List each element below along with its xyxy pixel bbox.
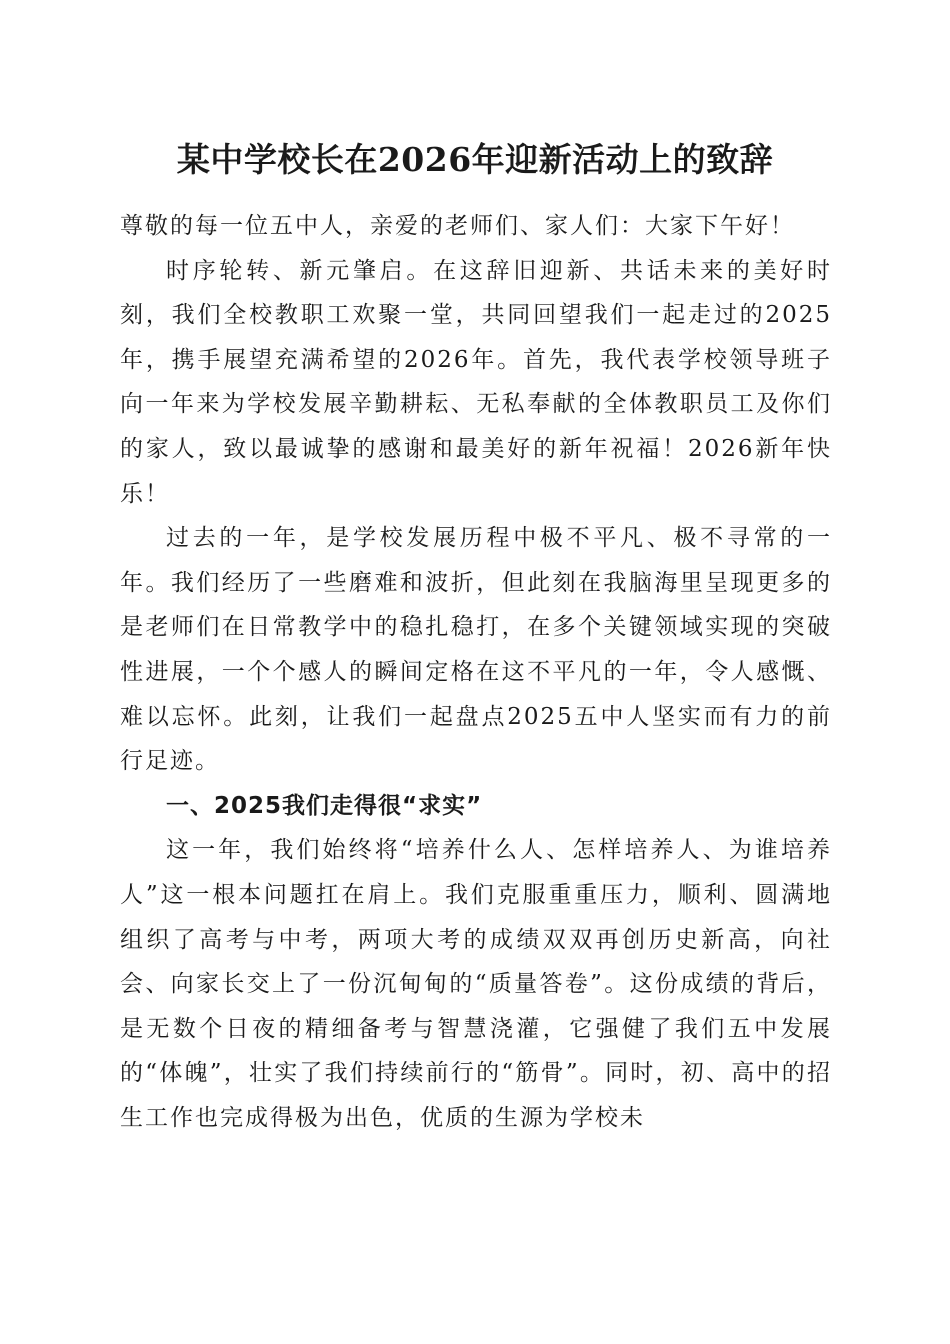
paragraph-section-1: 这一年，我们始终将“培养什么人、怎样培养人、为谁培养人”这一根本问题扛在肩上。我们克服重重压力，顺利、圆满地组织了高考与中考，两项大考的成绩双双再创历史新高，向社会、向家长交上了一份沉甸甸的“质量答卷”。这份成绩的背后，是无数个日夜的精细备考与智慧浇灌，它强健了我们五中发展的“体魄”，壮实了我们持续前行的“筋骨”。同时，初、高中的招生工作也完成得极为出色，优质的生源为学校未	[120, 837, 832, 1131]
document-title: 某中学校长在2026年迎新活动上的致辞	[176, 140, 774, 179]
paragraph-review: 过去的一年，是学校发展历程中极不平凡、极不寻常的一年。我们经历了一些磨难和波折，但此刻在我脑海里呈现更多的是老师们在日常教学中的稳扎稳打，在多个关键领域实现的突破性进展，一个个感人的瞬间定格在这不平凡的一年，令人感慨、难以忘怀。此刻，让我们一起盘点2025五中人坚实而有力的前行足迹。	[120, 525, 832, 775]
salutation: 尊敬的每一位五中人，亲爱的老师们、家人们：大家下午好！	[120, 213, 795, 239]
section-heading: 一、2025我们走得很“求实”	[166, 792, 483, 819]
paragraph-opening: 时序轮转、新元肇启。在这辞旧迎新、共话未来的美好时刻，我们全校教职工欢聚一堂，共同回望我们一起走过的2025年，携手展望充满希望的2026年。首先，我代表学校领导班子向一年来为学校发展辛勤耕耘、无私奉献的全体教职员工及你们的家人，致以最诚挚的感谢和最美好的新年祝福！2026新年快乐！	[120, 257, 832, 507]
document-body	[120, 204, 832, 1140]
